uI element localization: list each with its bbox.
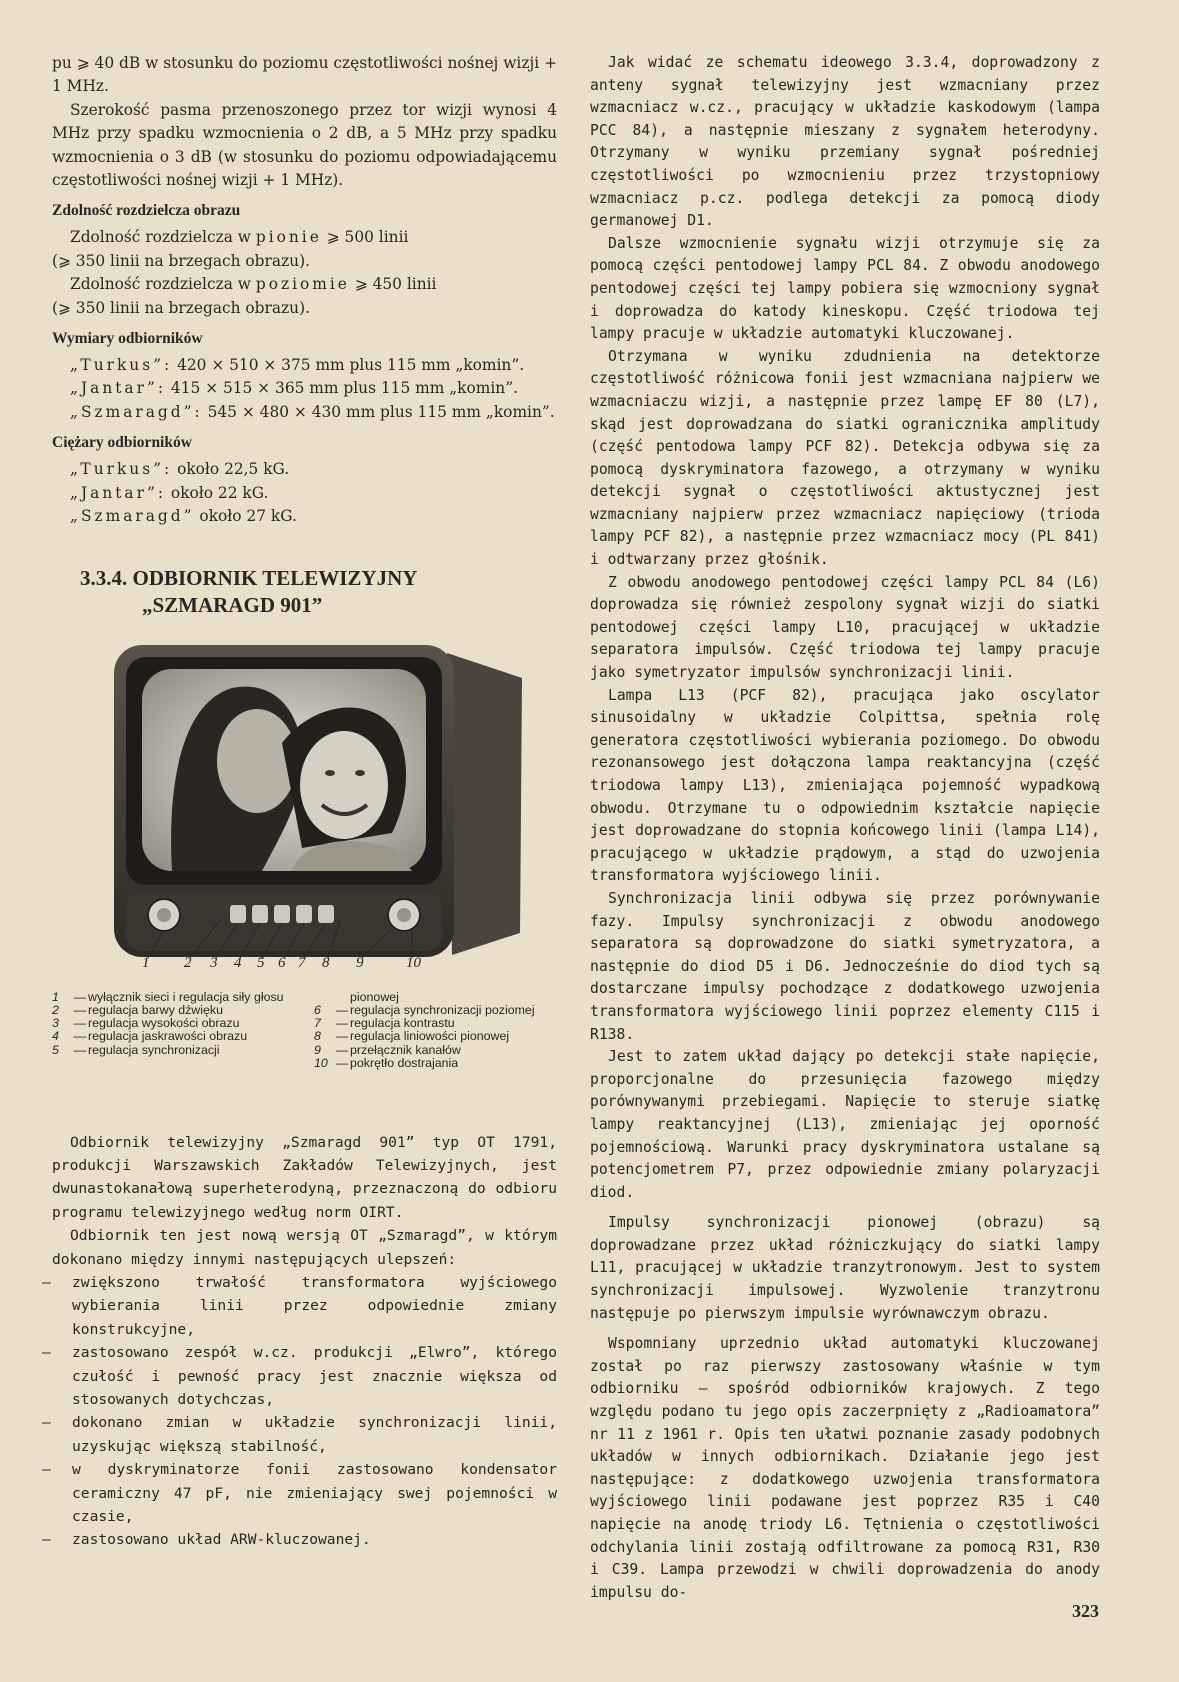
figure-label: 1 — [142, 954, 150, 971]
weight-jantar: „Jantar”: około 22 kG. — [70, 483, 269, 502]
control-knob-6 — [296, 905, 312, 923]
chapter-heading — [80, 565, 557, 619]
left-column — [42, 52, 557, 1552]
right-paragraph-6: Synchronizacja linii odbywa się przez porównywanie fazy. Impulsy synchronizacji z obwodu anodowego separatora są doprowadzone do siatki symetryzatora, a następnie do diod D5 i D6. Jednocześnie do diod tych są dostarczane impulsy pochodzące z dodatkowego uzwojenia transformatora wyjściowego linii poprzez elementy C115 i R138. — [590, 889, 1100, 1043]
page-number: 323 — [1072, 1601, 1099, 1621]
resolution-vertical: Zdolność rozdzielcza w pionie ⩾ 500 linii — [70, 228, 409, 247]
figure-label: 8 — [322, 954, 330, 971]
resolution-vertical-edge: (⩾ 350 linii na brzegach obrazu). — [52, 251, 310, 270]
legend-item: 1 — wyłącznik sieci i regulacja siły głosu — [52, 989, 284, 1004]
control-knob-4 — [252, 905, 268, 923]
resolution-horizontal: Zdolność rozdzielcza w poziomie ⩾ 450 linii — [70, 275, 437, 294]
figure-label: 4 — [234, 954, 242, 971]
weight-turkus: „Turkus”: około 22,5 kG. — [70, 460, 290, 479]
list-item: — zastosowano zespół w.cz. produkcji „Elwro”, którego czułość i pewność pracy jest znacznie większa od stosowanych dotychczas, — [42, 1344, 557, 1408]
right-paragraph-5: Lampa L13 (PCF 82), pracująca jako oscylator sinusoidalny w układzie Colpittsa, spełnia rolę generatora częstotliwości wybierania poziomego. Do obwodu rezonansowego jest dołączona lampa reaktancyjna (część triodowa lampy L13), zmieniająca pojemność wypadkową obwodu. Otrzymane tu o odpowiednim kształcie napięcie jest doprowadzane do stopnia końcowego linii (lampa L14), pracującego w układzie prądowym, a stąd do uzwojenia transformatora wyjściowego linii. — [590, 686, 1100, 885]
right-column — [590, 52, 1100, 1604]
right-paragraph-2: Dalsze wzmocnienie sygnału wizji otrzymuje się za pomocą części pentodowej lampy PCL 84. Z obwodu anodowego pentodowej części tej lampy pobiera się wzmocniony sygnał i doprowadza do katody kineskopu. Część triodowa tej lampy pracuje w układzie automatyki kluczowanej. — [590, 234, 1100, 343]
right-paragraph-9: Wspomniany uprzednio układ automatyki kluczowanej został po raz pierwszy zastosowany właśnie w tym odbiorniku — spośród odbiorników krajowych. Z tego względu podano tu jego opis zaczerpnięty z „Radioamatora” nr 11 z 1961 r. Opis ten ułatwi poznanie zasady podobnych układów w innych odbiornikach. Działanie jego jest następujące: z dodatkowego uzwojenia transformatora wyjściowego linii podawane jest poprzez R35 i C40 napięcie na anodę triody L6. Tętnienia o częstotliwości odchylania linii zostają odfiltrowane za pomocą R31, R30 i C39. Lampa przewodzi w chwili doprowadzenia do anody impulsu do- — [590, 1335, 1100, 1601]
television-set-icon — [112, 633, 532, 989]
legend-item: 9 — przełącznik kanałów — [314, 1042, 461, 1057]
heading-resolution: Zdolność rozdzielcza obrazu — [52, 202, 241, 220]
figure-label: 10 — [406, 954, 421, 971]
right-paragraph-3: Otrzymana w wyniku zdudnienia na detektorze częstotliwość różnicowa fonii jest wzmacniana najpierw we wzmacniaczu wizji, a następnie przez lampę EF 80 (L7), skąd jest doprowadzana do siatki ogranicznika amplitudy (część pentodowa lampy PCF 82). Detekcja odbywa się za pomocą dyskryminatora fazowego, a otrzymany w wyniku detekcji sygnał o częstotliwości aktustycznej jest wzmacniany najpierw przez wzmacniacz napięciowy (trioda lampy PCF 82), a następnie przez wzmacniacz mocy (PL 841) i odtwarzany przez głośnik. — [590, 347, 1100, 569]
improvements-list — [42, 1271, 557, 1552]
legend-item: 10 — pokrętło dostrajania — [314, 1055, 459, 1070]
dims-jantar: „Jantar”: 415 × 515 × 365 mm plus 115 mm „komin”. — [70, 379, 518, 398]
resolution-horizontal-edge: (⩾ 350 linii na brzegach obrazu). — [52, 298, 310, 317]
control-knob-3 — [230, 905, 246, 923]
legend-item: 5 — regulacja synchronizacji — [52, 1042, 220, 1057]
control-knob-7 — [318, 905, 334, 923]
weight-szmaragd: „Szmaragd” około 27 kG. — [70, 507, 297, 526]
dims-turkus: „Turkus”: 420 × 510 × 375 mm plus 115 mm „komin”. — [70, 356, 525, 375]
chapter-title-line1: ODBIORNIK TELEWIZYJNY — [132, 565, 418, 590]
dims-szmaragd: „Szmaragd”: 545 × 480 × 430 mm plus 115 mm „komin”. — [70, 402, 555, 421]
list-item: — dokonano zmian w układzie synchronizacji linii, uzyskując większą stabilność, — [42, 1414, 557, 1455]
legend-item: 7 — regulacja kontrastu — [314, 1016, 455, 1031]
tv-figure — [112, 633, 532, 989]
right-paragraph-1: Jak widać ze schematu ideowego 3.3.4, doprowadzony z anteny sygnał telewizyjny jest wzmacniany przez wzmacniacz w.cz., pracujący w układzie kaskodowym (lampa PCC 84), a następnie mieszany z sygnałem heterodyny. Otrzymany w wyniku przemiany sygnał pośredniej częstotliwości po wzmocnieniu przez trzystopniowy wzmacniacz p.cz. podlega detekcji za pomocą diody germanowej D1. — [590, 54, 1100, 230]
figure-label: 3 — [210, 954, 218, 971]
chapter-title-line2: „SZMARAGD 901” — [142, 592, 323, 617]
intro-paragraph-2: Szerokość pasma przenoszonego przez tor wizji wynosi 4 MHz przy spadku wzmocnienia o 2 dB, a 5 MHz przy spadku wzmocnienia o 3 dB (w stosunku do poziomu odpowiadającemu częstotliwości nośnej wizji + 1 MHz). — [52, 100, 557, 190]
legend-item: 8 — regulacja liniowości pionowej — [314, 1029, 510, 1044]
right-paragraph-4: Z obwodu anodowego pentodowej części lampy PCL 84 (L6) doprowadza się również zespolony sygnał wizji do siatki pentodowej części lampy L10, pracującej w układzie separatora impulsów. Część triodowa tej lampy pracuje jako symetryzator impulsów synchronizacji linii. — [590, 573, 1100, 682]
cabinet-side — [447, 653, 522, 955]
legend-item-continuation: pionowej — [350, 989, 399, 1004]
legend-item: 2 — regulacja barwy dźwięku — [52, 1002, 223, 1017]
heading-weights: Ciężary odbiorników — [52, 434, 192, 452]
figure-label: 9 — [356, 954, 364, 971]
legend-item: 3 — regulacja wysokości obrazu — [52, 1016, 240, 1031]
legend-item: 4 — regulacja jaskrawości obrazu — [52, 1029, 248, 1044]
figure-label: 6 — [278, 954, 286, 971]
body-paragraph-2: Odbiornik ten jest nową wersją OT „Szmaragd”, w którym dokonano między innymi następujących ulepszeń: — [52, 1227, 557, 1268]
figure-label: 2 — [184, 954, 192, 971]
list-item: — zwiększono trwałość transformatora wyjściowego wybierania linii przez odpowiednie zmiany konstrukcyjne, — [42, 1273, 557, 1338]
heading-dimensions: Wymiary odbiorników — [52, 330, 203, 348]
list-item: — zastosowano układ ARW-kluczowanej. — [42, 1531, 371, 1549]
chapter-number: 3.3.4. — [80, 565, 128, 590]
body-paragraph-1: Odbiornik telewizyjny „Szmaragd 901” typ OT 1791, produkcji Warszawskich Zakładów Telewizyjnych, jest dwunastokanałową superheterodyną, przeznaczoną do odbioru programu telewizyjnego według norm OIRT. — [52, 1133, 557, 1221]
figure-label: 5 — [257, 954, 265, 971]
figure-label: 7 — [298, 954, 306, 971]
figure-legend — [52, 991, 557, 1131]
right-paragraph-8: Impulsy synchronizacji pionowej (obrazu) są doprowadzane przez układ różniczkujący do siatki lampy L11, pracującej w układzie tranzytronowym. Jest to system synchronizacji impulsowej. Wyzwolenie tranzytronu następuje po pierwszym impulsie wyrównawczym obrazu. — [590, 1214, 1100, 1322]
list-item: — w dyskryminatorze fonii zastosowano kondensator ceramiczny 47 pF, nie zmieniający swej pojemności w czasie, — [42, 1461, 557, 1525]
control-knob-5 — [274, 905, 290, 923]
intro-paragraph-1: pu ⩾ 40 dB w stosunku do poziomu częstotliwości nośnej wizji + 1 MHz. — [52, 54, 557, 96]
legend-item: 6 — regulacja synchronizacji poziomej — [314, 1002, 535, 1017]
right-paragraph-7: Jest to zatem układ dający po detekcji stałe napięcie, proporcjonalne do przesunięcia fazowego między porównywanymi przebiegami. Napięcie to steruje siatkę lampy reaktancyjnej (L13), zmieniając jej oporność pojemnościową. Warunki pracy dyskryminatora ustalane są potencjometrem P7, przez odpowiednie zmiany polaryzacji diod. — [590, 1048, 1100, 1201]
